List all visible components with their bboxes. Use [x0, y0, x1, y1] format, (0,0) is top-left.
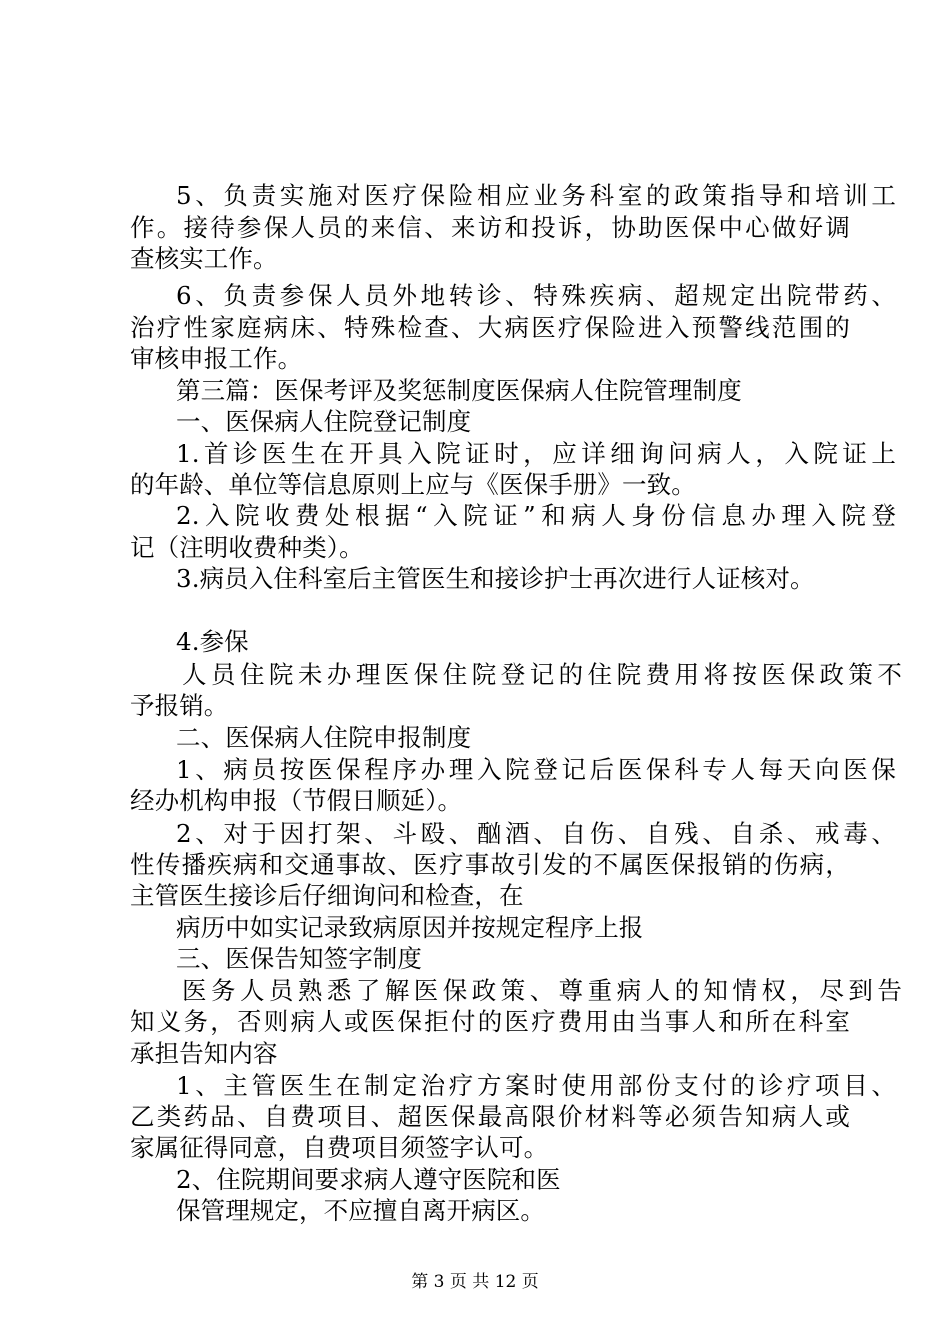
text-line: 记（注明收费种类）。	[130, 533, 364, 562]
text-line: 查核实工作。	[130, 244, 278, 273]
section-heading: 第三篇：医保考评及奖惩制度医保病人住院管理制度	[176, 376, 742, 405]
text-line: 乙类药品、自费项目、超医保最高限价材料等必须告知病人或	[130, 1102, 850, 1131]
text-line: 2.入院收费处根据“入院证”和病人身份信息办理入院登	[176, 501, 896, 530]
text-line: 2、住院期间要求病人遵守医院和医	[176, 1165, 561, 1194]
text-line: 知义务，否则病人或医保拒付的医疗费用由当事人和所在科室	[130, 1007, 850, 1036]
text-line: 予报销。	[130, 691, 229, 720]
text-line: 保管理规定，不应擅自离开病区。	[176, 1196, 545, 1225]
text-line: 经办机构申报（节假日顺延）。	[130, 786, 463, 815]
text-line: 治疗性家庭病床、特殊检查、大病医疗保险进入预警线范围的	[130, 313, 850, 342]
text-line: 审核申报工作。	[130, 344, 303, 373]
text-line: 6、负责参保人员外地转诊、特殊疾病、超规定出院带药、	[176, 281, 896, 310]
text-line: 1、主管医生在制定治疗方案时使用部份支付的诊疗项目、	[176, 1071, 896, 1100]
text-line: 人员住院未办理医保住院登记的住院费用将按医保政策不	[182, 660, 902, 689]
text-line: 2、对于因打架、斗殴、酗酒、自伤、自残、自杀、戒毒、	[176, 819, 896, 848]
text-line: 作。接待参保人员的来信、来访和投诉，协助医保中心做好调	[130, 213, 850, 242]
section-heading: 三、医保告知签字制度	[176, 944, 422, 973]
section-heading: 二、医保病人住院申报制度	[176, 723, 472, 752]
text-line: 主管医生接诊后仔细询问和检查，在	[130, 881, 524, 910]
text-line: 1、病员按医保程序办理入院登记后医保科专人每天向医保	[176, 755, 896, 784]
text-line: 病历中如实记录致病原因并按规定程序上报	[176, 913, 644, 942]
section-heading: 一、医保病人住院登记制度	[176, 407, 472, 436]
text-line: 承担告知内容	[130, 1039, 278, 1068]
page-number: 第 3 页 共 12 页	[411, 1272, 539, 1292]
text-line: 医务人员熟悉了解医保政策、尊重病人的知情权，尽到告	[182, 976, 902, 1005]
text-line: 5、负责实施对医疗保险相应业务科室的政策指导和培训工	[176, 181, 896, 210]
text-line: 1.首诊医生在开具入院证时，应详细询问病人，入院证上	[176, 439, 896, 468]
text-line: 家属征得同意，自费项目须签字认可。	[130, 1133, 549, 1162]
text-line: 的年龄、单位等信息原则上应与《医保手册》一致。	[130, 470, 696, 499]
text-line: 4.参保	[176, 627, 249, 656]
text-line: 3.病员入住科室后主管医生和接诊护士再次进行人证核对。	[176, 564, 815, 593]
text-line: 性传播疾病和交通事故、医疗事故引发的不属医保报销的伤病，	[130, 850, 850, 879]
